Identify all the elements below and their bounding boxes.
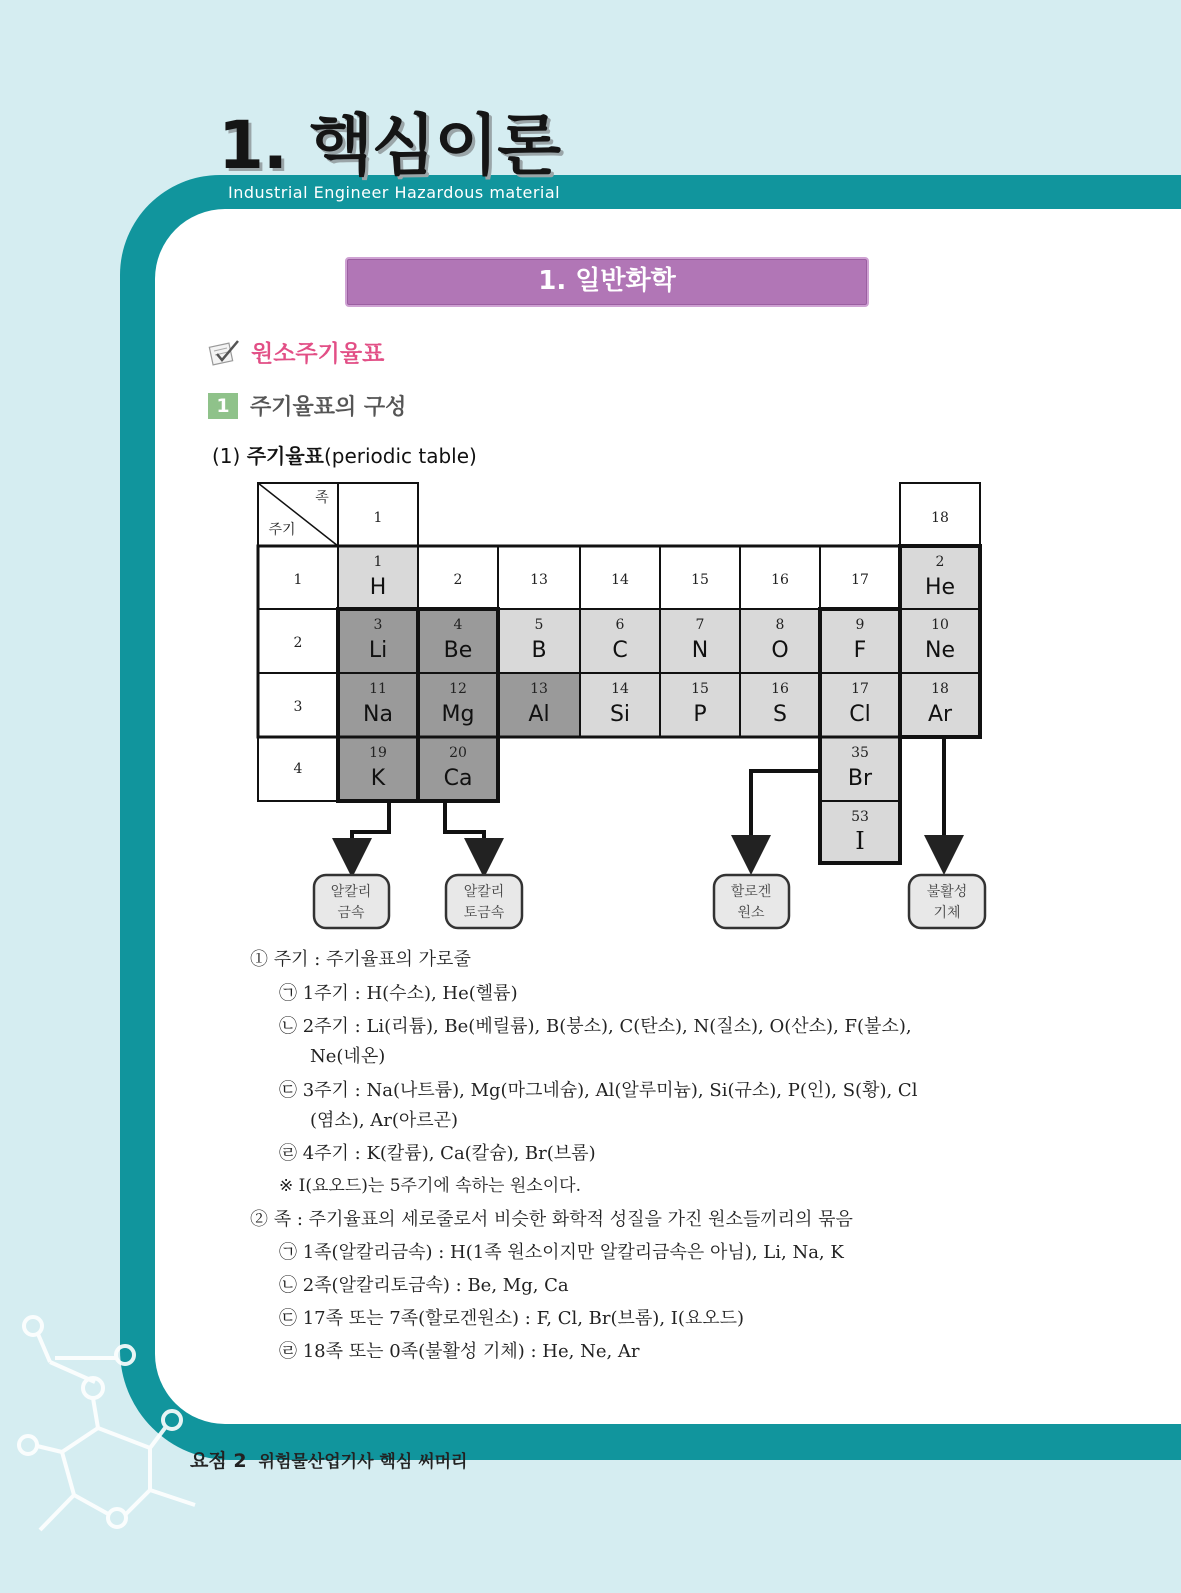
group-header: 14 (611, 572, 629, 588)
element-number: 18 (931, 681, 949, 697)
subsection-title: 주기율표의 구성 (250, 395, 407, 420)
period-note: ※ I(요오드)는 5주기에 속하는 원소이다. (279, 1176, 581, 1196)
topic-heading (205, 335, 384, 368)
element-symbol: F (853, 638, 867, 663)
page-footer (190, 1446, 467, 1473)
period-item-continued: Ne(네온) (310, 1046, 386, 1067)
element-symbol: P (693, 702, 707, 727)
element-symbol: He (924, 575, 956, 600)
element-symbol: B (531, 638, 547, 663)
period-definition: ① 주기 : 주기율표의 가로줄 (250, 949, 471, 970)
element-symbol: Si (609, 702, 631, 727)
group-item: ㉢ 17족 또는 7족(할로겐원소) : F, Cl, Br(브롬), I(요오드) (279, 1308, 745, 1329)
element-number: 17 (851, 681, 869, 697)
period-header: 1 (293, 572, 303, 588)
table-heading-prefix: (1) (212, 444, 247, 468)
period-item: ㉣ 4주기 : K(칼륨), Ca(칼슘), Br(브롬) (279, 1143, 596, 1164)
element-number: 16 (771, 681, 789, 697)
group-header: 2 (453, 572, 463, 588)
element-symbol: I (855, 827, 865, 855)
group-definition: ② 족 : 주기율표의 세로줄로서 비슷한 화학적 성질을 가진 원소들끼리의 묶음 (250, 1209, 853, 1230)
period-item-continued: (염소), Ar(아르곤) (310, 1110, 459, 1131)
period-item: ㉢ 3주기 : Na(나트륨), Mg(마그네슘), Al(알루미늄), Si(규소), P(인), S(황), Cl (279, 1080, 918, 1101)
element-number: 6 (615, 617, 625, 633)
corner-period-label: 주기 (268, 522, 296, 538)
group-header: 17 (851, 572, 869, 588)
element-symbol: H (369, 575, 387, 600)
table-heading-bold: 주기율표 (246, 444, 324, 468)
element-number: 15 (691, 681, 709, 697)
element-symbol: Al (528, 702, 550, 727)
element-number: 5 (534, 617, 544, 633)
period-item: ㉠ 1주기 : H(수소), He(헬륨) (279, 983, 518, 1004)
element-number: 35 (851, 745, 869, 761)
element-symbol: Br (847, 766, 873, 791)
element-number: 20 (449, 745, 467, 761)
element-number: 12 (449, 681, 467, 697)
chapter-subtitle: Industrial Engineer Hazardous material (228, 183, 561, 202)
period-item: ㉡ 2주기 : Li(리튬), Be(베릴륨), B(붕소), C(탄소), N(질소), O(산소), F(불소), (279, 1016, 912, 1037)
element-symbol: Ca (443, 766, 473, 791)
topic-label: 원소주기율표 (251, 341, 385, 367)
element-number: 13 (530, 681, 548, 697)
period-header: 2 (293, 635, 303, 651)
group-item: ㉣ 18족 또는 0족(불활성 기체) : He, Ne, Ar (279, 1341, 640, 1362)
element-symbol: N (691, 638, 709, 663)
table-heading (212, 440, 477, 469)
label-alkali-metal: 금속 (337, 905, 365, 921)
element-symbol: Na (363, 702, 393, 727)
period-header: 3 (293, 699, 303, 715)
label-noble-gas: 기체 (933, 905, 961, 921)
element-symbol: K (370, 766, 386, 791)
group-header: 1 (373, 510, 383, 526)
element-number: 53 (851, 809, 869, 825)
group-header: 18 (931, 510, 949, 526)
element-number: 1 (373, 554, 383, 570)
element-symbol: Li (368, 638, 388, 663)
book-title: 위험물산업기사 핵심 써머리 (258, 1452, 468, 1472)
element-number: 4 (453, 617, 463, 633)
element-symbol: Mg (441, 702, 475, 727)
element-number: 3 (373, 617, 383, 633)
group-header: 13 (530, 572, 548, 588)
section-banner: 1. 일반화학 (345, 257, 869, 307)
group-header: 16 (771, 572, 789, 588)
checklist-icon (205, 337, 241, 367)
element-number: 9 (855, 617, 865, 633)
element-symbol: Be (443, 638, 473, 663)
periodic-table (250, 478, 1010, 938)
group-item: ㉠ 1족(알칼리금속) : H(1족 원소이지만 알칼리금속은 아님), Li, Na, K (279, 1242, 844, 1263)
chapter-title: 1. 핵심이론 (218, 107, 560, 184)
element-symbol: O (771, 638, 789, 663)
label-alkali-metal: 알칼리 (330, 884, 372, 900)
period-header: 4 (293, 761, 303, 777)
element-number: 14 (611, 681, 629, 697)
element-number: 19 (369, 745, 387, 761)
group-header: 15 (691, 572, 709, 588)
label-alkaline-earth: 토금속 (463, 905, 505, 921)
label-alkaline-earth: 알칼리 (463, 884, 505, 900)
element-number: 7 (695, 617, 705, 633)
corner-group-label: 족 (315, 490, 329, 506)
molecule-decoration (0, 1300, 200, 1550)
element-number: 8 (775, 617, 785, 633)
element-symbol: Ne (925, 638, 955, 663)
label-noble-gas: 불활성 (926, 884, 968, 900)
element-symbol: Ar (927, 702, 953, 727)
table-heading-rest: (periodic table) (323, 444, 477, 468)
page-number: 요점 2 (190, 1450, 247, 1472)
element-symbol: C (612, 638, 628, 663)
element-symbol: S (773, 702, 787, 727)
element-number: 11 (369, 681, 387, 697)
element-symbol: Cl (849, 702, 871, 727)
element-number: 10 (931, 617, 949, 633)
group-item: ㉡ 2족(알칼리토금속) : Be, Mg, Ca (279, 1275, 569, 1296)
element-number: 2 (935, 554, 945, 570)
subsection-number-badge: 1 (208, 393, 238, 419)
label-halogen: 원소 (737, 905, 765, 921)
label-halogen: 할로겐 (730, 884, 772, 900)
